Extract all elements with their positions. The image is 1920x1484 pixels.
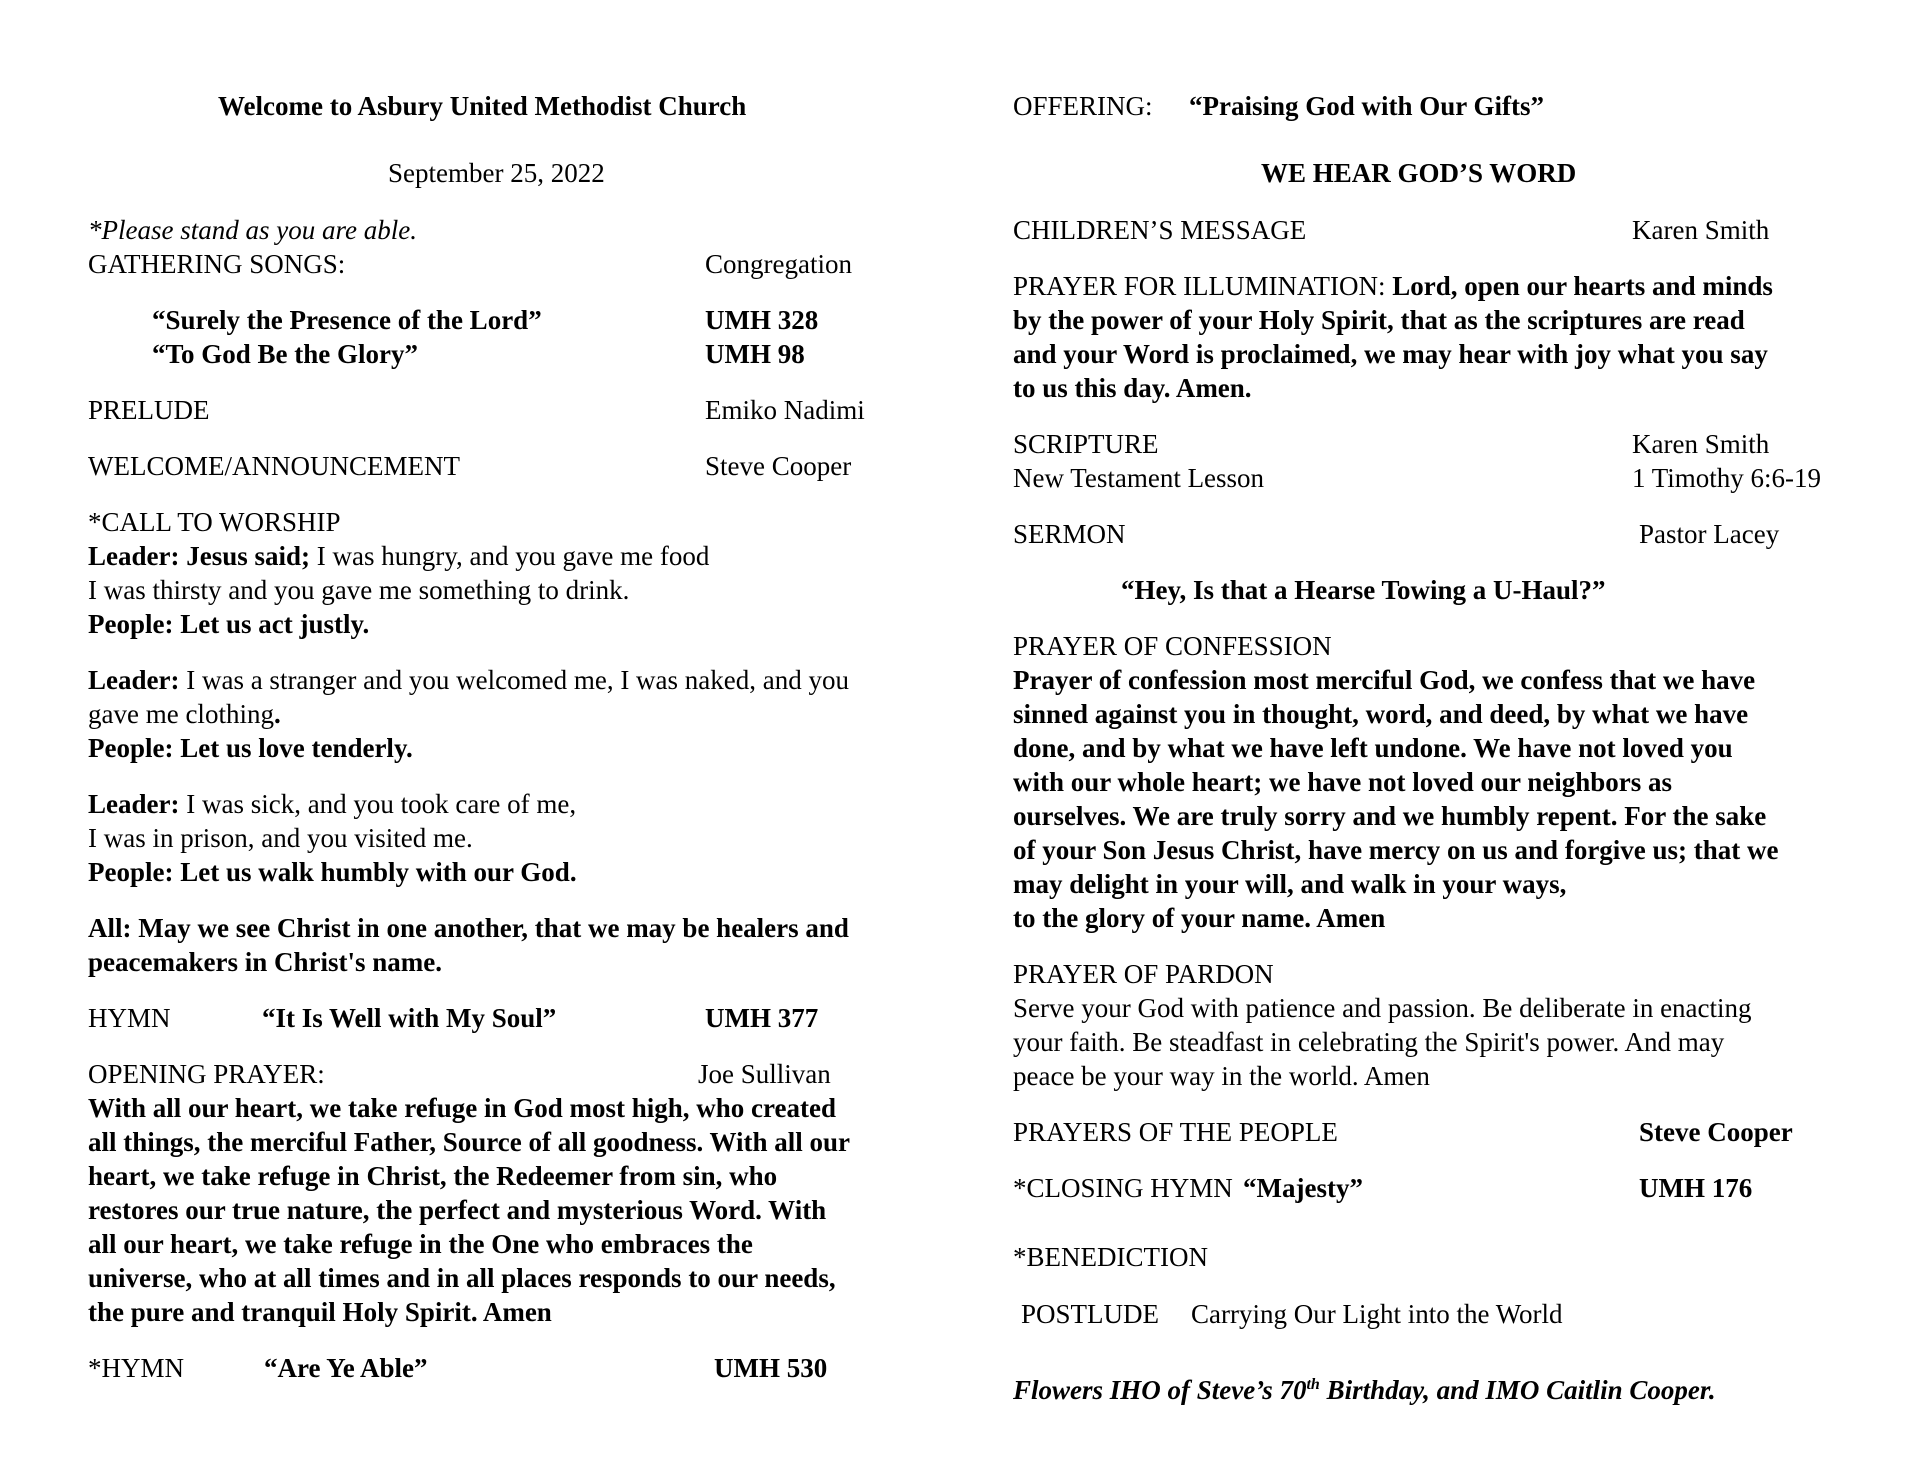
postlude-label: POSTLUDE [1021,1299,1160,1329]
confession-line: sinned against you in thought, word, and deed, by what we have [1013,699,1749,729]
call-all-line2: peacemakers in Christ's name. [88,947,442,977]
offering-title: “Praising God with Our Gifts” [1189,91,1545,121]
illumination-label: PRAYER FOR ILLUMINATION: [1013,271,1386,301]
illumination-line1 [1013,269,1773,303]
welcome-label: WELCOME/ANNOUNCEMENT [88,451,460,481]
leader-text: I was a stranger and you welcomed me, I was naked, and you [179,665,849,695]
scripture-label: SCRIPTURE [1013,429,1159,459]
service-date: September 25, 2022 [388,158,605,188]
bulletin-title: Welcome to Asbury United Methodist Church [218,91,747,121]
gathering-label: GATHERING SONGS: [88,249,346,279]
leader-text-line2: gave me clothing [88,699,274,729]
leader-text-line2-end: . [273,699,281,729]
people-prayer-by: Steve Cooper [1639,1117,1793,1147]
pardon-line: peace be your way in the world. Amen [1013,1061,1430,1091]
opening-prayer-line: universe, who at all times and in all places responds to our needs, [88,1263,836,1293]
illumination-line: and your Word is proclaimed, we may hear with joy what you say [1013,339,1768,369]
call-leader-1 [88,539,709,573]
closing-hymn-title: “Majesty” [1243,1173,1363,1203]
call-leader-2 [88,663,849,697]
opening-prayer-line: all our heart, we take refuge in the One who embraces the [88,1229,753,1259]
song-number: UMH 98 [705,339,805,369]
call-all-line1: All: May we see Christ in one another, that we may be healers and [88,913,849,943]
opening-prayer-line: all things, the merciful Father, Source of all goodness. With all our [88,1127,851,1157]
confession-line: with our whole heart; we have not loved our neighbors as [1013,767,1673,797]
call-leader-3 [88,787,576,821]
song-title: “Surely the Presence of the Lord” [152,305,542,335]
confession-line: of your Son Jesus Christ, have mercy on us and forgive us; that we [1013,835,1779,865]
closing-hymn-number: UMH 176 [1639,1173,1753,1203]
welcome-by: Steve Cooper [705,451,852,481]
postlude-title: Carrying Our Light into the World [1191,1299,1563,1329]
scripture-by: Karen Smith [1632,429,1770,459]
illumination-text: Lord, open our hearts and minds [1385,271,1773,301]
offering-label: OFFERING: [1013,91,1153,121]
opening-prayer-line: heart, we take refuge in Christ, the Redeemer from sin, who [88,1161,778,1191]
stand-note: *Please stand as you are able. [88,215,417,245]
scripture-reference: 1 Timothy 6:6-19 [1632,463,1822,493]
song-number: UMH 328 [705,305,819,335]
call-leader-1-line2: I was thirsty and you gave me something to drink. [88,575,630,605]
hymn2-title: “Are Ye Able” [264,1353,428,1383]
people-prayer-label: PRAYERS OF THE PEOPLE [1013,1117,1338,1147]
call-people-3: People: Let us walk humbly with our God. [88,857,577,887]
hymn-number: UMH 377 [705,1003,819,1033]
confession-line: ourselves. We are truly sorry and we humbly repent. For the sake [1013,801,1767,831]
opening-prayer-line: the pure and tranquil Holy Spirit. Amen [88,1297,552,1327]
hymn-title: “It Is Well with My Soul” [262,1003,557,1033]
call-leader-2-line2 [88,697,281,731]
flowers-dedication [1013,1373,1716,1407]
hymn2-number: UMH 530 [714,1353,828,1383]
leader-lead: Leader: [88,789,180,819]
confession-line: may delight in your will, and walk in your ways, [1013,869,1567,899]
confession-line: Prayer of confession most merciful God, we confess that we have [1013,665,1756,695]
flowers-text-before: Flowers IHO of Steve’s 70 [1013,1375,1307,1405]
closing-hymn-label: *CLOSING HYMN [1013,1173,1233,1203]
prelude-label: PRELUDE [88,395,210,425]
hymn-label: HYMN [88,1003,171,1033]
prelude-by: Emiko Nadimi [705,395,865,425]
sermon-label: SERMON [1013,519,1126,549]
call-label: *CALL TO WORSHIP [88,507,341,537]
flowers-text-after: Birthday, and IMO Caitlin Cooper. [1319,1375,1716,1405]
benediction-label: *BENEDICTION [1013,1242,1208,1272]
opening-prayer-line: restores our true nature, the perfect and mysterious Word. With [88,1195,827,1225]
call-people-1: People: Let us act justly. [88,609,370,639]
call-people-2: People: Let us love tenderly. [88,733,413,763]
leader-lead: Leader: [88,665,180,695]
gathering-by: Congregation [705,249,852,279]
opening-prayer-by: Joe Sullivan [698,1059,831,1089]
leader-text: I was hungry, and you gave me food [310,541,710,571]
children-by: Karen Smith [1632,215,1770,245]
leader-lead: Leader: Jesus said; [88,541,310,571]
children-label: CHILDREN’S MESSAGE [1013,215,1307,245]
pardon-label: PRAYER OF PARDON [1013,959,1274,989]
opening-prayer-label: OPENING PRAYER: [88,1059,325,1089]
song-title: “To God Be the Glory” [152,339,419,369]
illumination-line: to us this day. Amen. [1013,373,1252,403]
illumination-line: by the power of your Holy Spirit, that as the scriptures are read [1013,305,1745,335]
scripture-lesson: New Testament Lesson [1013,463,1265,493]
section-heading: WE HEAR GOD’S WORD [1261,158,1577,188]
confession-line: to the glory of your name. Amen [1013,903,1386,933]
call-leader-3-line2: I was in prison, and you visited me. [88,823,473,853]
pardon-line: Serve your God with patience and passion. Be deliberate in enacting [1013,993,1752,1023]
confession-line: done, and by what we have left undone. We have not loved you [1013,733,1733,763]
hymn2-label: *HYMN [88,1353,185,1383]
sermon-by: Pastor Lacey [1639,519,1780,549]
sermon-title: “Hey, Is that a Hearse Towing a U-Haul?” [1121,575,1606,605]
flowers-superscript: th [1306,1376,1320,1393]
opening-prayer-line: With all our heart, we take refuge in God most high, who created [88,1093,836,1123]
pardon-line: your faith. Be steadfast in celebrating the Spirit's power. And may [1013,1027,1725,1057]
confession-label: PRAYER OF CONFESSION [1013,631,1332,661]
leader-text: I was sick, and you took care of me, [179,789,577,819]
